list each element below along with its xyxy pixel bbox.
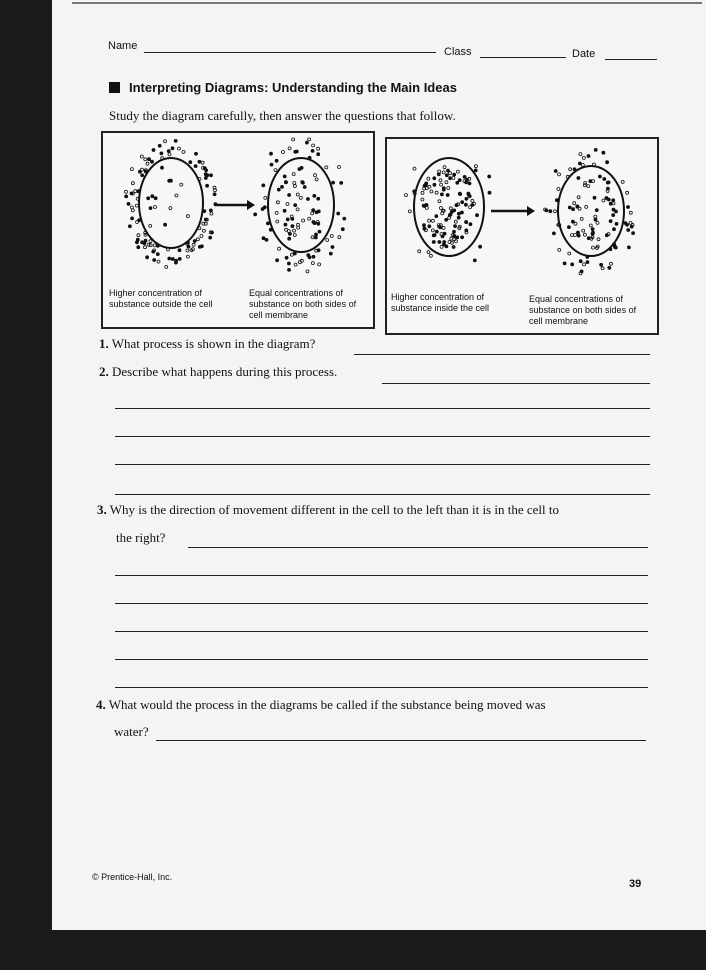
question-1 [99,336,315,352]
answer-line-2c[interactable] [115,436,650,437]
question-1-number: 1. [99,336,109,351]
question-1-text: What process is shown in the diagram? [111,336,316,351]
question-3-number: 3. [97,502,107,517]
worksheet-page [52,0,706,930]
question-3-text: Why is the direction of movement different in the cell to the left than it is in the cell to [109,502,559,517]
caption-right-before: Higher concentration of substance inside the cell [391,292,490,313]
copyright: © Prentice-Hall, Inc. [92,872,173,882]
worksheet-title [109,80,457,95]
arrow-right-panel [491,206,535,216]
question-2-text: Describe what happens during this process. [112,364,338,379]
cell-membrane-left-after [268,158,334,252]
question-2 [99,364,337,380]
answer-line-4[interactable] [156,740,646,741]
arrow-left-panel [215,200,255,210]
page-number: 39 [629,878,642,890]
question-4-text: What would the process in the diagrams be called if the substance being moved was [108,697,546,712]
answer-line-3c[interactable] [115,603,648,604]
caption-left-before: Higher concentration of substance outside the cell [109,288,213,309]
top-edge-line [72,2,702,4]
answer-line-2a[interactable] [382,383,650,384]
class-field[interactable] [480,57,566,58]
answer-line-2d[interactable] [115,464,650,465]
caption-left-after: Equal concentrations of substance on both sides of cell membrane [249,288,357,320]
question-3-continuation: the right? [116,530,166,545]
answer-line-1[interactable] [354,354,650,355]
answer-line-2b[interactable] [115,408,650,409]
title-bullet-icon [109,82,120,93]
date-label: Date [572,48,596,60]
diagram-panel-left [101,131,375,329]
name-label: Name [108,40,138,52]
answer-line-3d[interactable] [115,631,648,632]
name-field[interactable] [144,52,436,53]
answer-line-2e[interactable] [115,494,650,495]
question-4 [96,697,546,713]
class-label: Class [444,46,472,58]
question-4-number: 4. [96,697,106,712]
title-text: Interpreting Diagrams: Understanding the Main Ideas [129,80,457,95]
cell-membrane-left-before [139,158,203,248]
answer-line-3e[interactable] [115,659,648,660]
diagram-panel-right [385,137,659,335]
instructions: Study the diagram carefully, then answer the questions that follow. [109,108,456,123]
answer-line-3f[interactable] [115,687,648,688]
date-field[interactable] [605,59,657,60]
caption-right-after: Equal concentrations of substance on both sides of cell membrane [529,294,637,326]
question-3 [97,502,559,518]
answer-line-3a[interactable] [188,547,648,548]
question-4-continuation: water? [114,724,149,739]
answer-line-3b[interactable] [115,575,648,576]
question-2-number: 2. [99,364,109,379]
